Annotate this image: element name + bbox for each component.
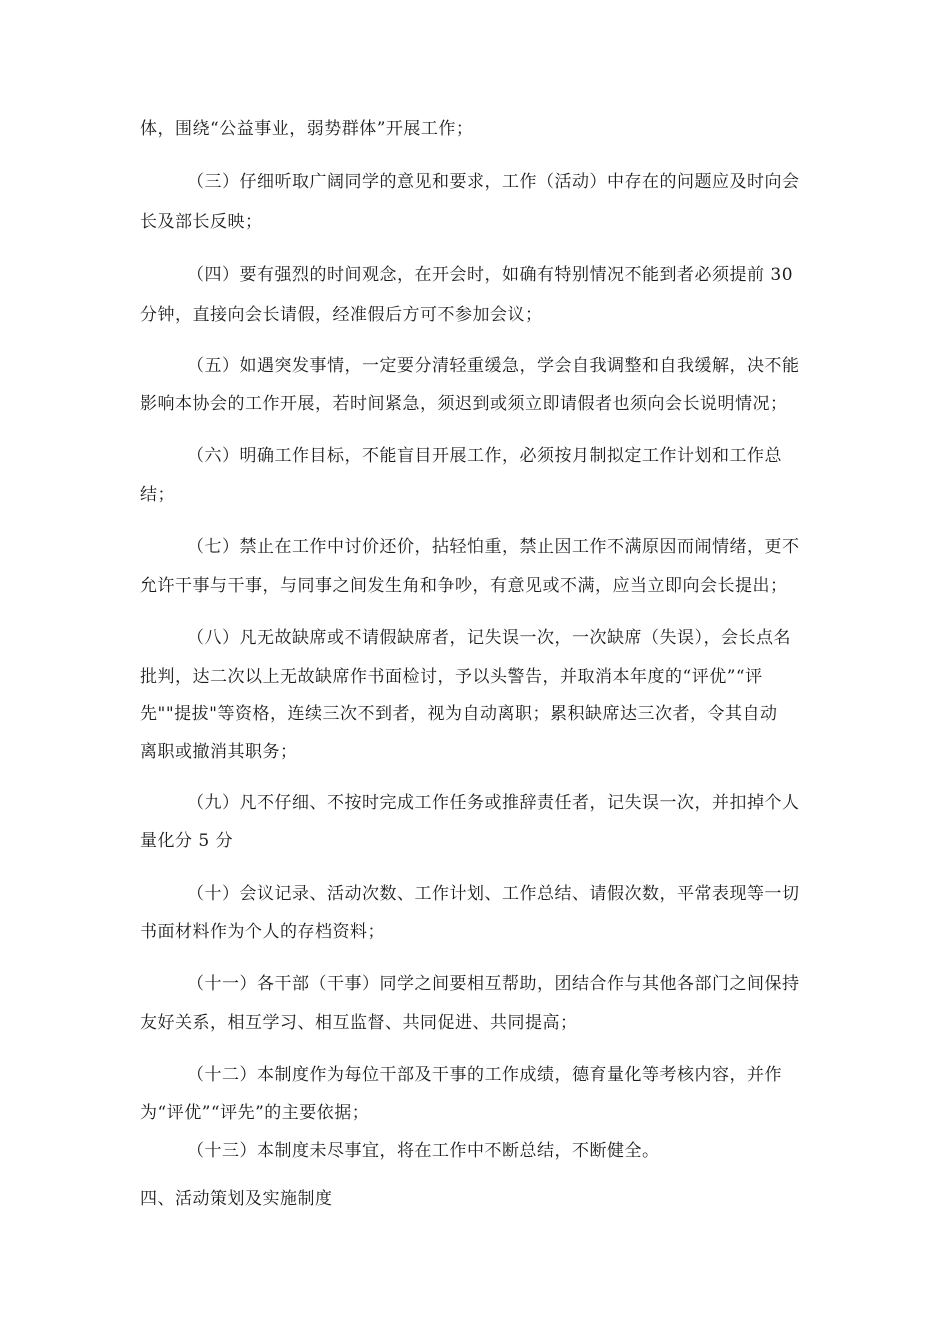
text-line: （六）明确工作目标，不能盲目开展工作，必须按月制拟定工作计划和工作总 xyxy=(187,446,782,466)
text-line: 书面材料作为个人的存档资料； xyxy=(140,922,385,942)
text-line: （七）禁止在工作中讨价还价，拈轻怕重，禁止因工作不满原因而闹情绪，更不 xyxy=(187,537,800,557)
section-heading: 四、活动策划及实施制度 xyxy=(140,1189,333,1209)
text-line: （四）要有强烈的时间观念，在开会时，如确有特别情况不能到者必须提前 30 xyxy=(187,265,794,285)
text-line: 友好关系，相互学习、相互监督、共同促进、共同提高； xyxy=(140,1013,578,1033)
text-line: （九）凡不仔细、不按时完成工作任务或推辞责任者，记失误一次，并扣掉个人 xyxy=(187,793,800,813)
text-line: 批判，达二次以上无故缺席作书面检讨，予以头警告，并取消本年度的“评优”“评 xyxy=(140,667,763,687)
text-line: 分钟，直接向会长请假，经准假后方可不参加会议； xyxy=(140,305,543,325)
text-line: 允许干事与干事，与同事之间发生角和争吵，有意见或不满，应当立即向会长提出； xyxy=(140,576,788,596)
text-line: （十三）本制度未尽事宜，将在工作中不断总结，不断健全。 xyxy=(187,1141,660,1161)
text-line: 为“评优”“评先”的主要依据； xyxy=(140,1103,370,1123)
text-line: 结； xyxy=(140,485,175,505)
text-line: （三）仔细听取广阔同学的意见和要求，工作（活动）中存在的问题应及时向会 xyxy=(187,172,800,192)
text-line: （八）凡无故缺席或不请假缺席者，记失误一次，一次缺席（失误），会长点名 xyxy=(187,628,791,648)
text-line: 长及部长反映； xyxy=(140,212,263,232)
text-line: （五）如遇突发事情，一定要分清轻重缓急，学会自我调整和自我缓解，决不能 xyxy=(187,356,800,376)
text-line: （十一）各干部（干事）同学之间要相互帮助，团结合作与其他各部门之间保持 xyxy=(187,974,800,994)
text-line: 量化分 5 分 xyxy=(140,831,234,851)
text-line: （十二）本制度作为每位干部及干事的工作成绩，德育量化等考核内容，并作 xyxy=(187,1065,782,1085)
text-line: 离职或撤消其职务； xyxy=(140,742,298,762)
text-line: 体，围绕“公益事业，弱势群体”开展工作； xyxy=(140,119,474,139)
text-line: 先""提拔"等资格，连续三次不到者，视为自动离职；累积缺席达三次者，令其自动 xyxy=(140,704,778,724)
text-line: （十）会议记录、活动次数、工作计划、工作总结、请假次数，平常表现等一切 xyxy=(187,884,800,904)
text-line: 影响本协会的工作开展，若时间紧急，须迟到或须立即请假者也须向会长说明情况； xyxy=(140,394,788,414)
